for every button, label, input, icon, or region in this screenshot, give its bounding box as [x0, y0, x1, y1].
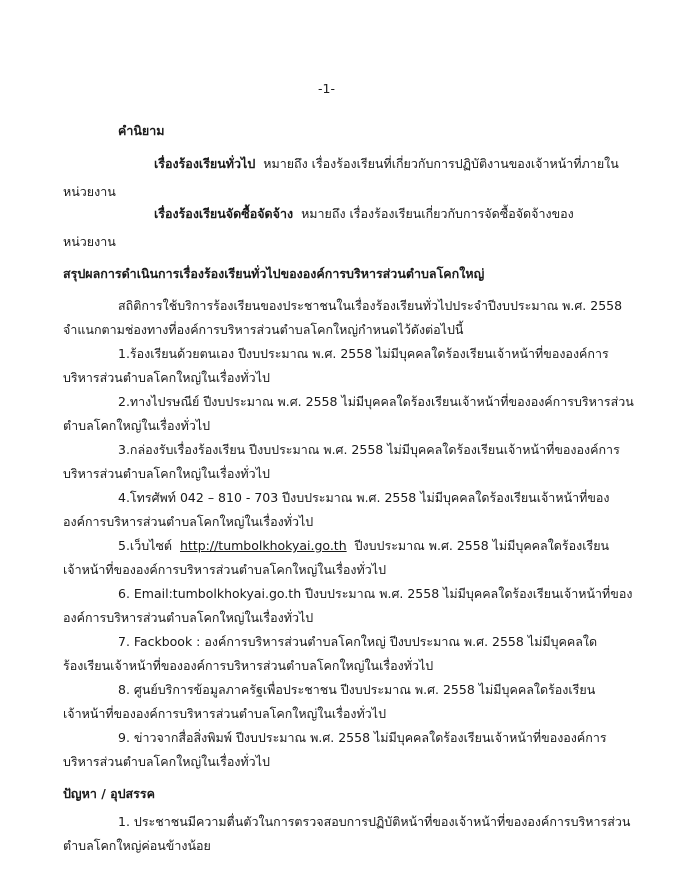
summary-item-4-line-2: องค์การบริหารส่วนตำบลโคกใหญ่ในเรื่องทั่วไป — [63, 514, 314, 529]
definition-procurement-cont: หน่วยงาน — [63, 234, 116, 249]
summary-item-3-line-1: 3.กล่องรับเรื่องร้องเรียน ปีงบประมาณ พ.ศ. 2558 ไม่มีบุคคลใดร้องเรียนเจ้าหน้าที่ขององค์การ — [118, 442, 620, 457]
summary-item-5-line-1 — [118, 537, 609, 555]
summary-item-2-line-2: ตำบลโคกใหญ่ในเรื่องทั่วไป — [63, 418, 211, 433]
summary-item-6-line-2: องค์การบริหารส่วนตำบลโคกใหญ่ในเรื่องทั่วไป — [63, 610, 314, 625]
problems-heading: ปัญหา / อุปสรรค — [63, 786, 155, 801]
summary-item-2-line-1: 2.ทางไปรษณีย์ ปีงบประมาณ พ.ศ. 2558 ไม่มีบุคคลใดร้องเรียนเจ้าหน้าที่ขององค์การบริหารส่วน — [118, 394, 634, 409]
website-link[interactable]: http://tumbolkhokyai.go.th — [180, 538, 347, 553]
summary-intro-1: สถิติการใช้บริการร้องเรียนของประชาชนในเรื่องร้องเรียนทั่วไปประจำปีงบประมาณ พ.ศ. 2558 — [118, 298, 623, 313]
summary-item-1-line-1: 1.ร้องเรียนด้วยตนเอง ปีงบประมาณ พ.ศ. 2558 ไม่มีบุคคลใดร้องเรียนเจ้าหน้าที่ขององค์การ — [118, 346, 609, 361]
definitions-heading: คำนิยาม — [118, 123, 165, 138]
definition-procurement — [154, 205, 574, 223]
definition-general-term: เรื่องร้องเรียนทั่วไป — [154, 156, 256, 171]
summary-item-7-line-1: 7. Fackbook : องค์การบริหารส่วนตำบลโคกใหญ่ ปีงบประมาณ พ.ศ. 2558 ไม่มีบุคคลใด — [118, 634, 598, 649]
definition-general-cont: หน่วยงาน — [63, 184, 116, 199]
summary-item-6-line-1: 6. Email:tumbolkhokyai.go.th ปีงบประมาณ พ.ศ. 2558 ไม่มีบุคคลใดร้องเรียนเจ้าหน้าที่ของ — [118, 586, 633, 601]
summary-item-8-line-2: เจ้าหน้าที่ขององค์การบริหารส่วนตำบลโคกใหญ่ในเรื่องทั่วไป — [63, 706, 386, 721]
website-label: 5.เว็บไซต์ — [118, 538, 173, 553]
summary-heading: สรุปผลการดำเนินการเรื่องร้องเรียนทั่วไปขององค์การบริหารส่วนตำบลโคกใหญ่ — [63, 266, 485, 281]
definition-general-text: หมายถึง เรื่องร้องเรียนที่เกี่ยวกับการปฏิบัติงานของเจ้าหน้าที่ภายใน — [263, 156, 619, 171]
page-number: -1- — [318, 81, 335, 96]
summary-item-9-line-1: 9. ข่าวจากสื่อสิ่งพิมพ์ ปีงบประมาณ พ.ศ. 2558 ไม่มีบุคคลใดร้องเรียนเจ้าหน้าที่ขององค์การ — [118, 730, 607, 745]
summary-item-5-line-2: เจ้าหน้าที่ขององค์การบริหารส่วนตำบลโคกใหญ่ในเรื่องทั่วไป — [63, 562, 386, 577]
problems-item-1-line-2: ตำบลโคกใหญ่ค่อนข้างน้อย — [63, 838, 211, 853]
definition-general — [154, 155, 619, 173]
summary-item-4-line-1: 4.โทรศัพท์ 042 – 810 - 703 ปีงบประมาณ พ.ศ. 2558 ไม่มีบุคคลใดร้องเรียนเจ้าหน้าที่ของ — [118, 490, 610, 505]
website-rest: ปีงบประมาณ พ.ศ. 2558 ไม่มีบุคคลใดร้องเรียน — [354, 538, 610, 553]
summary-intro-2: จำแนกตามช่องทางที่องค์การบริหารส่วนตำบลโคกใหญ่กำหนดไว้ดังต่อไปนี้ — [63, 322, 464, 337]
summary-item-7-line-2: ร้องเรียนเจ้าหน้าที่ขององค์การบริหารส่วนตำบลโคกใหญ่ในเรื่องทั่วไป — [63, 658, 434, 673]
definition-procurement-text: หมายถึง เรื่องร้องเรียนเกี่ยวกับการจัดซื้อจัดจ้างของ — [301, 206, 574, 221]
summary-item-8-line-1: 8. ศูนย์บริการข้อมูลภาครัฐเพื่อประชาชน ปีงบประมาณ พ.ศ. 2558 ไม่มีบุคคลใดร้องเรียน — [118, 682, 596, 697]
summary-item-1-line-2: บริหารส่วนตำบลโคกใหญ่ในเรื่องทั่วไป — [63, 370, 270, 385]
summary-item-9-line-2: บริหารส่วนตำบลโคกใหญ่ในเรื่องทั่วไป — [63, 754, 270, 769]
definition-procurement-term: เรื่องร้องเรียนจัดซื้อจัดจ้าง — [154, 206, 294, 221]
problems-item-1-line-1: 1. ประชาชนมีความตื่นตัวในการตรวจสอบการปฏิบัติหน้าที่ของเจ้าหน้าที่ขององค์การบริหารส่วน — [118, 814, 631, 829]
summary-item-3-line-2: บริหารส่วนตำบลโคกใหญ่ในเรื่องทั่วไป — [63, 466, 270, 481]
